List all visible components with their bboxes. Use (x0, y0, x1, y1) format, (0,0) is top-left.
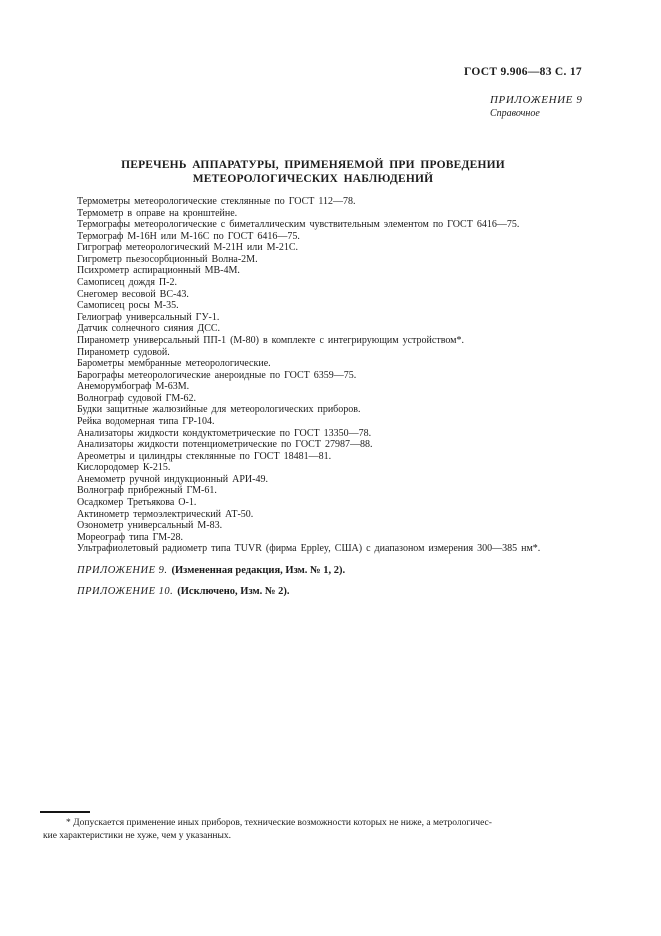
footnote (43, 811, 543, 843)
equipment-list-item: Психрометр аспирационный МВ-4М. (77, 265, 240, 277)
amendment-note (77, 565, 345, 576)
equipment-list-item: Термографы метеорологические с биметаллическим чувствительным элементом по ГОСТ 6416—75. (77, 219, 520, 231)
equipment-list-item: Самописец дождя П-2. (77, 277, 177, 289)
equipment-list (77, 196, 540, 555)
equipment-list-item: Анеморумбограф М-63М. (77, 381, 190, 393)
equipment-list-item: Термограф М-16Н или М-16С по ГОСТ 6416—75. (77, 230, 300, 242)
equipment-list-item: Пиранометр универсальный ПП-1 (М-80) в комплекте с интегрирующим устройством*. (77, 334, 464, 346)
equipment-list-item: Термометры метеорологические стеклянные по ГОСТ 112—78. (77, 196, 356, 207)
equipment-list-item: Мореограф типа ГМ-28. (77, 531, 183, 543)
equipment-list-item: Анализаторы жидкости потенциометрические по ГОСТ 27987—88. (77, 439, 373, 451)
equipment-list-item: Гелиограф универсальный ГУ-1. (77, 311, 220, 323)
equipment-list-item: Озонометр универсальный М-83. (77, 520, 223, 532)
amendment-note (77, 586, 345, 597)
equipment-list-item: Самописец росы М-35. (77, 300, 179, 312)
equipment-list-item: Кислородомер К-215. (77, 462, 171, 474)
equipment-list-item: Рейка водомерная типа ГР-104. (77, 415, 215, 427)
footnote-text-line1: * Допускается применение иных приборов, технические возможности которых не ниже, а метрологичес- (66, 818, 492, 828)
amendment-notes (77, 565, 345, 607)
amendment-note-text: (Исключено, Изм. № 2). (177, 586, 290, 597)
equipment-list-item: Волнограф прибрежный ГМ-61. (77, 485, 217, 497)
appendix-header (490, 94, 582, 119)
equipment-list-item: Анемометр ручной индукционный АРИ-49. (77, 473, 268, 485)
equipment-list-item: Ультрафиолетовый радиометр типа TUVR (фирма Eppley, США) с диапазоном измерения 300—385 нм*. (77, 543, 541, 555)
amendment-note-label: ПРИЛОЖЕНИЕ 9. (77, 565, 168, 576)
page-title (45, 158, 581, 186)
equipment-list-item: Барометры мембранные метеорологические. (77, 358, 271, 370)
equipment-list-item: Волнограф судовой ГМ-62. (77, 392, 197, 404)
equipment-list-item: Анализаторы жидкости кондуктометрические по ГОСТ 13350—78. (77, 427, 372, 439)
equipment-list-item: Гигрограф метеорологический М-21Н или М-21С. (77, 242, 299, 254)
equipment-list-item: Актинометр термоэлектрический АТ-50. (77, 508, 254, 520)
footnote-divider (40, 811, 90, 813)
equipment-list-item: Пиранометр судовой. (77, 346, 170, 358)
equipment-list-item: Ареометры и цилиндры стеклянные по ГОСТ 18481—81. (77, 450, 332, 462)
appendix-label: ПРИЛОЖЕНИЕ 9 (490, 94, 583, 106)
document-reference: ГОСТ 9.906—83 С. 17 (464, 66, 582, 78)
page-title-line1: ПЕРЕЧЕНЬ АППАРАТУРЫ, ПРИМЕНЯЕМОЙ ПРИ ПРОВЕДЕНИИ (121, 159, 505, 171)
footnote-text-line2: кие характеристики не хуже, чем у указанных. (43, 831, 232, 841)
amendment-note-text: (Измененная редакция, Изм. № 1, 2). (171, 565, 346, 576)
equipment-list-item: Снегомер весовой ВС-43. (77, 288, 189, 300)
equipment-list-item: Будки защитные жалюзийные для метеорологических приборов. (77, 404, 361, 416)
page-title-line2: МЕТЕОРОЛОГИЧЕСКИХ НАБЛЮДЕНИЙ (192, 173, 434, 185)
equipment-list-item: Барографы метеорологические анероидные по ГОСТ 6359—75. (77, 369, 357, 381)
amendment-note-label: ПРИЛОЖЕНИЕ 10. (77, 586, 174, 597)
equipment-list-item: Термометр в оправе на кронштейне. (77, 207, 238, 219)
equipment-list-item: Гигрометр пьезосорбционный Волна-2М. (77, 253, 258, 265)
equipment-list-item: Датчик солнечного сияния ДСС. (77, 323, 221, 335)
equipment-list-item: Осадкомер Третьякова О-1. (77, 497, 197, 509)
appendix-type: Справочное (490, 108, 540, 119)
